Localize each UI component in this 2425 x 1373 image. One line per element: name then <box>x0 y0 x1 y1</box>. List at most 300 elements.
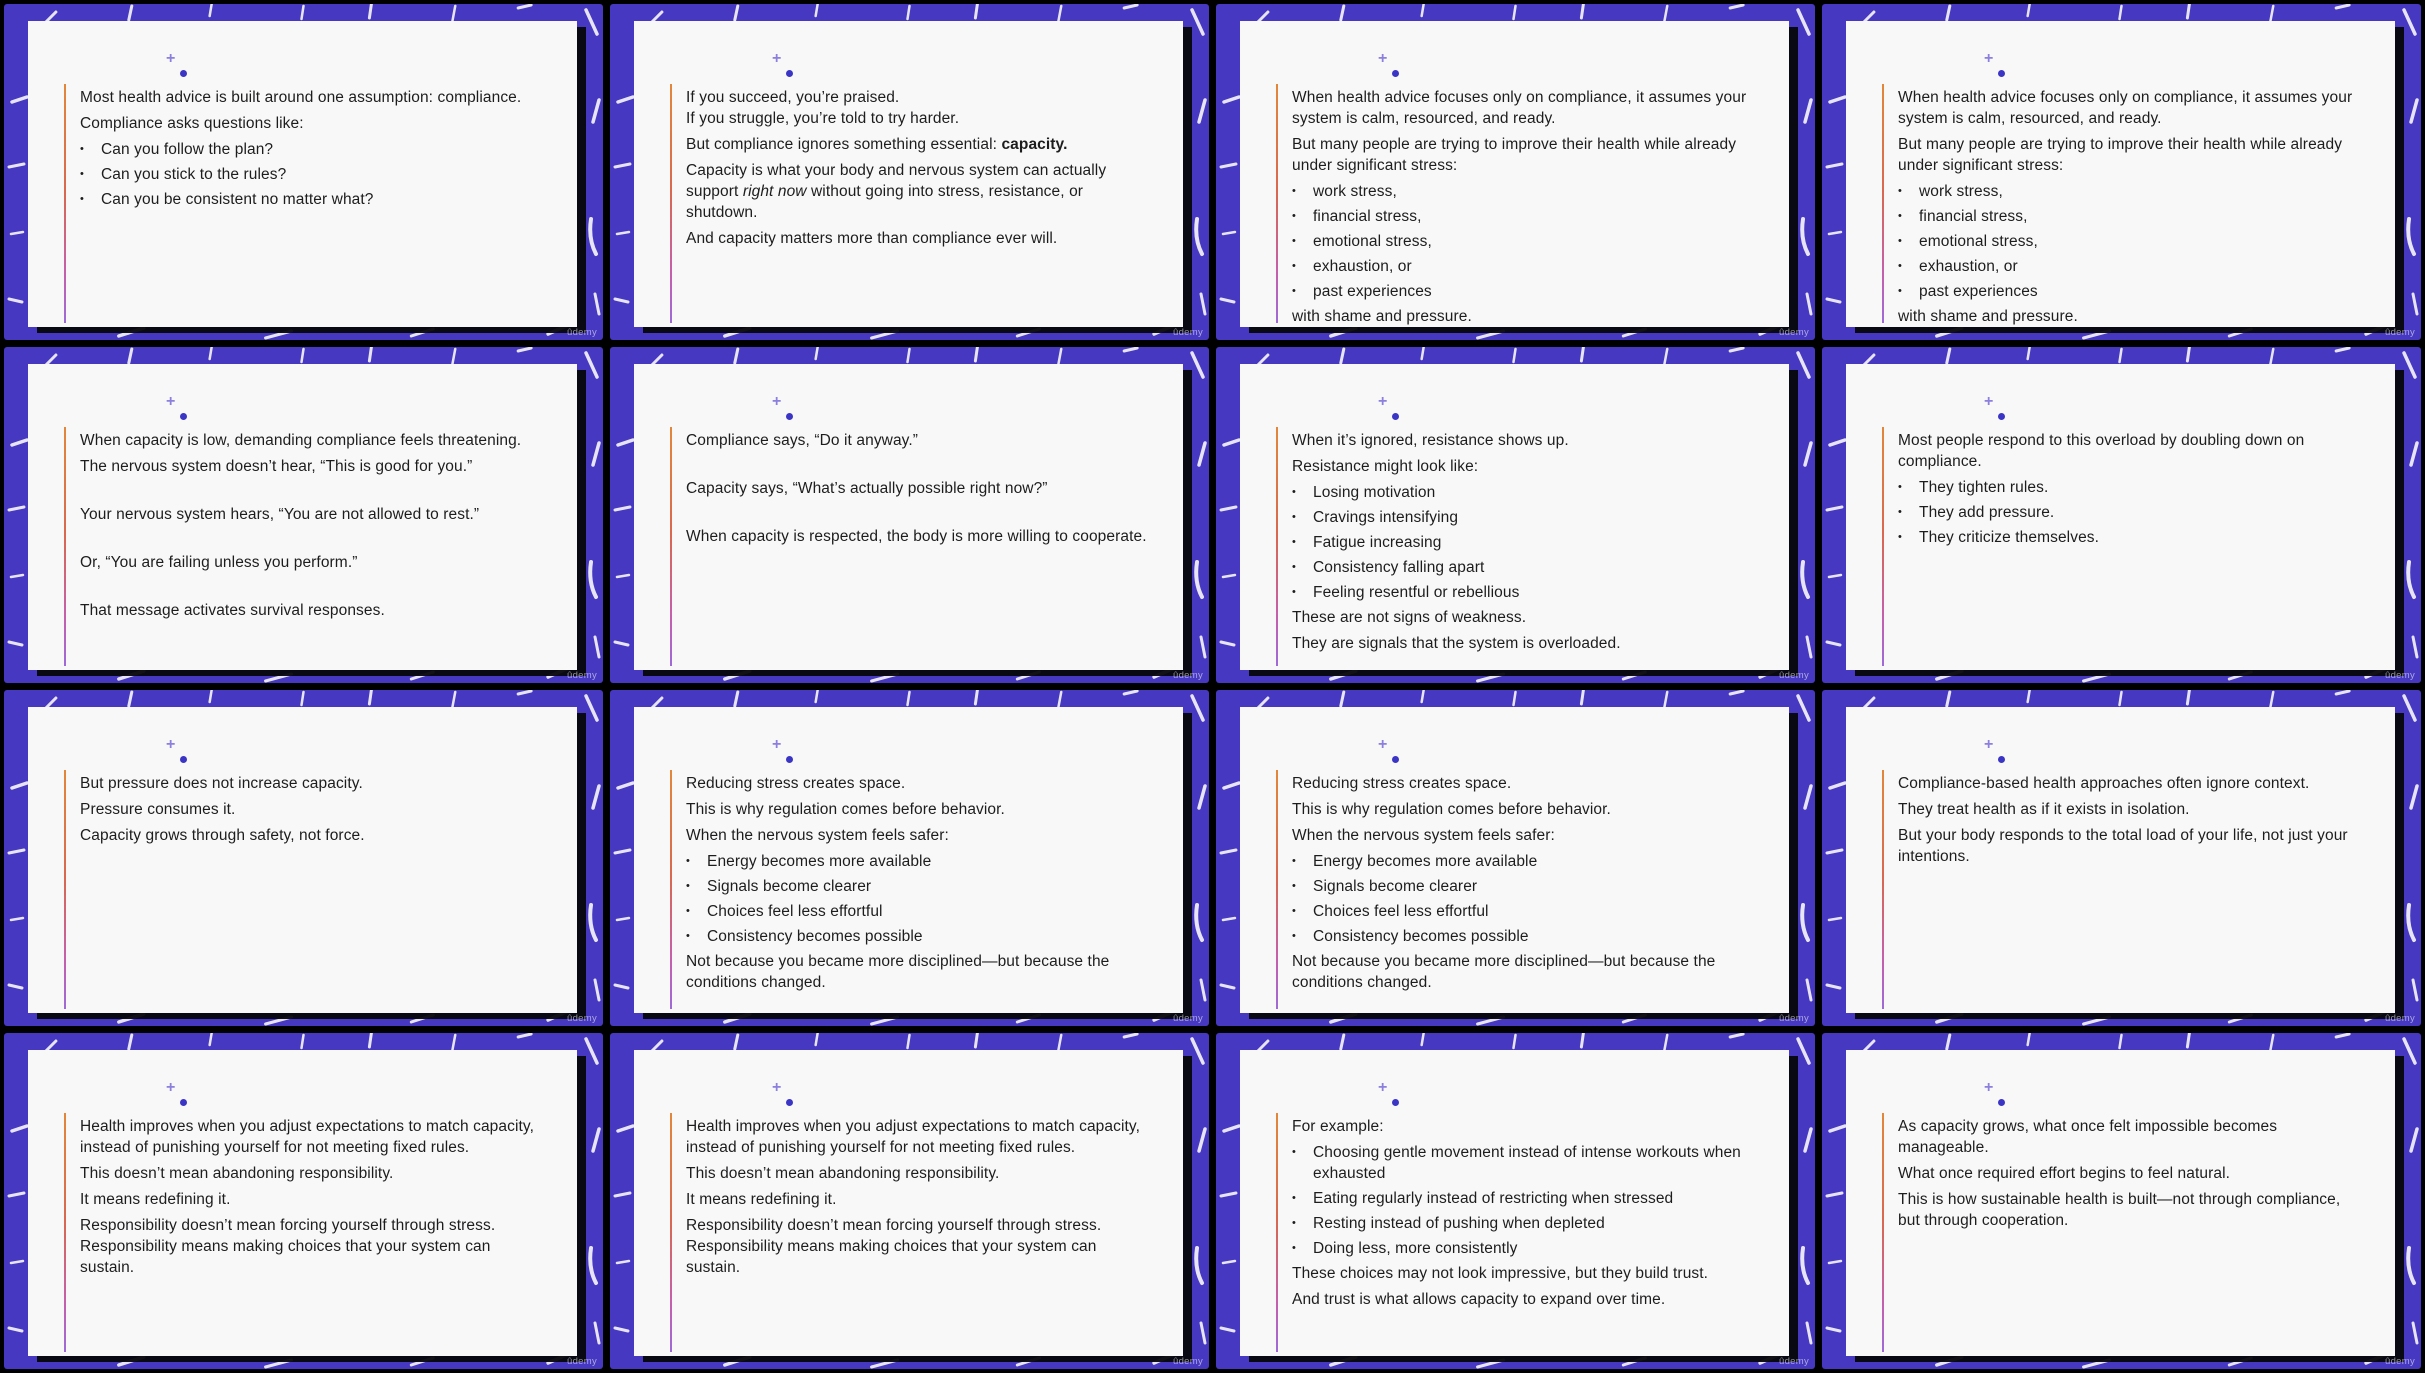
text-content <box>1919 256 2018 277</box>
accent-line <box>64 1113 66 1352</box>
bullet-item <box>80 189 547 210</box>
bullet-marker-icon: • <box>1292 1146 1296 1158</box>
bullet-item <box>686 926 1153 947</box>
text-segment: emotional stress, <box>1919 233 2038 250</box>
bullet-item <box>1898 477 2365 498</box>
text-segment: Capacity says, “What’s actually possible right now?” <box>686 480 1048 497</box>
text-segment: with shame and pressure. <box>1292 308 1472 325</box>
text-segment: This is why regulation comes before behavior. <box>1292 801 1611 818</box>
bullet-item <box>1292 1213 1759 1234</box>
paragraph <box>686 773 1153 794</box>
paragraph <box>686 951 1153 993</box>
accent-line <box>670 427 672 666</box>
udemy-watermark: ûdemy <box>1172 670 1203 681</box>
text-content <box>686 136 1068 153</box>
paragraph <box>80 430 547 451</box>
dot-icon <box>786 1099 793 1106</box>
bullet-marker-icon: • <box>80 168 84 180</box>
text-content <box>80 1165 393 1182</box>
bullet-marker-icon: • <box>1292 185 1296 197</box>
slide <box>4 690 603 1026</box>
slide-panel <box>634 1050 1183 1356</box>
plus-icon: + <box>1984 50 1994 67</box>
text-content <box>1292 635 1621 652</box>
text-segment: Choosing gentle movement instead of intense workouts when exhausted <box>1313 1144 1741 1182</box>
text-content <box>1313 1238 1517 1259</box>
slide-panel <box>634 364 1183 670</box>
text-segment: This is how sustainable health is built—not through compliance, but through cooperation. <box>1898 1191 2341 1229</box>
udemy-watermark: ûdemy <box>566 1013 597 1024</box>
paragraph <box>1898 773 2365 794</box>
paragraph <box>80 504 547 525</box>
text-segment: But many people are trying to improve their health while already under significant stress: <box>1898 136 2343 174</box>
slide-panel <box>28 1050 577 1356</box>
dot-icon <box>180 756 187 763</box>
text-content <box>686 1217 1101 1276</box>
bullet-marker-icon: • <box>1292 486 1296 498</box>
text-content <box>80 1191 231 1208</box>
text-content <box>80 602 385 619</box>
udemy-watermark: ûdemy <box>1172 1013 1203 1024</box>
paragraph <box>686 228 1153 249</box>
text-segment: It means redefining it. <box>80 1191 231 1208</box>
paragraph <box>1292 773 1759 794</box>
text-content <box>1919 281 2038 302</box>
plus-icon: + <box>1378 393 1388 410</box>
text-content <box>1292 136 1736 174</box>
accent-line <box>64 770 66 1009</box>
slide <box>1216 347 1815 683</box>
slide-panel <box>1846 707 2395 1013</box>
slide-panel <box>1240 21 1789 327</box>
text-content <box>1898 432 2304 470</box>
text-segment: Doing less, more consistently <box>1313 1240 1518 1257</box>
paragraph <box>80 87 547 108</box>
text-content <box>686 1165 999 1182</box>
bullet-marker-icon: • <box>1292 855 1296 867</box>
bullet-marker-icon: • <box>1292 210 1296 222</box>
text-content <box>1313 206 1422 227</box>
text-segment: Compliance-based health approaches often ignore context. <box>1898 775 2310 792</box>
slide <box>4 4 603 340</box>
text-content <box>1898 1118 2277 1156</box>
text-segment: Pressure consumes it. <box>80 801 236 818</box>
paragraph <box>1292 633 1759 654</box>
paragraph <box>80 600 547 621</box>
text-content <box>1292 1118 1384 1135</box>
slide-text <box>80 1116 547 1283</box>
text-segment: work stress, <box>1919 183 2003 200</box>
bullet-marker-icon: • <box>686 880 690 892</box>
slide-text <box>686 87 1153 254</box>
text-segment: Can you be consistent no matter what? <box>101 191 374 208</box>
text-content <box>1313 876 1477 897</box>
text-content <box>686 480 1048 497</box>
text-segment: financial stress, <box>1919 208 2028 225</box>
paragraph <box>1292 134 1759 176</box>
paragraph <box>1292 306 1759 327</box>
slide <box>610 1033 1209 1369</box>
slide-panel <box>28 21 577 327</box>
text-content <box>1313 507 1458 528</box>
text-content <box>1898 1191 2340 1229</box>
text-content <box>1919 527 2099 548</box>
text-segment: They treat health as if it exists in isolation. <box>1898 801 2190 818</box>
bullet-marker-icon: • <box>1898 235 1902 247</box>
bullet-marker-icon: • <box>80 193 84 205</box>
udemy-watermark: ûdemy <box>2384 327 2415 338</box>
bullet-marker-icon: • <box>686 905 690 917</box>
dot-icon <box>786 756 793 763</box>
udemy-watermark: ûdemy <box>566 1356 597 1367</box>
dot-icon <box>180 413 187 420</box>
text-segment: Eating regularly instead of restricting when stressed <box>1313 1190 1674 1207</box>
slide <box>1822 690 2421 1026</box>
text-segment: without going into stress, resistance, or shutdown. <box>686 183 1084 221</box>
slide <box>610 690 1209 1026</box>
text-content <box>80 554 358 571</box>
text-segment: They tighten rules. <box>1919 479 2049 496</box>
text-segment: Consistency falling apart <box>1313 559 1485 576</box>
bullet-marker-icon: • <box>1292 536 1296 548</box>
text-content <box>1898 775 2309 792</box>
slide <box>4 347 603 683</box>
slide-panel <box>634 707 1183 1013</box>
text-content <box>1313 1142 1759 1184</box>
slide <box>610 347 1209 683</box>
text-content <box>101 189 374 210</box>
text-content <box>1313 181 1397 202</box>
bullet-item <box>80 164 547 185</box>
text-segment: Compliance asks questions like: <box>80 115 304 132</box>
text-segment: When health advice focuses only on compliance, it assumes your system is calm, resourced, and ready. <box>1292 89 1747 127</box>
slide-text <box>1898 1116 2365 1236</box>
slide-panel <box>1846 364 2395 670</box>
bullet-item <box>1292 926 1759 947</box>
text-content <box>80 827 365 844</box>
text-content <box>1292 827 1555 844</box>
slide-panel <box>28 707 577 1013</box>
bullet-item <box>686 851 1153 872</box>
bullet-item <box>686 876 1153 897</box>
accent-line <box>64 84 66 323</box>
text-segment: Or, “You are failing unless you perform.” <box>80 554 358 571</box>
slide-text <box>1292 773 1759 998</box>
paragraph <box>686 526 1153 547</box>
text-content <box>686 827 949 844</box>
dot-icon <box>1998 756 2005 763</box>
bullet-item <box>1898 206 2365 227</box>
bullet-marker-icon: • <box>1292 1242 1296 1254</box>
udemy-watermark: ûdemy <box>1172 327 1203 338</box>
udemy-watermark: ûdemy <box>1172 1356 1203 1367</box>
text-content <box>80 801 235 818</box>
slide-panel <box>1846 1050 2395 1356</box>
plus-icon: + <box>772 1079 782 1096</box>
text-segment: These are not signs of weakness. <box>1292 609 1527 626</box>
text-content <box>1313 256 1412 277</box>
text-segment: Energy becomes more available <box>707 853 932 870</box>
paragraph <box>80 825 547 846</box>
text-segment: exhaustion, or <box>1313 258 1412 275</box>
slide-panel <box>1240 364 1789 670</box>
paragraph <box>1898 1116 2365 1158</box>
text-segment: Reducing stress creates space. <box>686 775 906 792</box>
text-content <box>1898 136 2342 174</box>
paragraph <box>1292 87 1759 129</box>
bullet-item <box>1292 582 1759 603</box>
accent-line <box>1882 427 1884 666</box>
text-segment: Health improves when you adjust expectations to match capacity, instead of punishing yourself for not meeting fixed rules. <box>80 1118 535 1156</box>
accent-line <box>1882 1113 1884 1352</box>
slide <box>1822 1033 2421 1369</box>
text-content <box>1313 281 1432 302</box>
paragraph <box>80 799 547 820</box>
text-content <box>1292 458 1478 475</box>
text-segment: But pressure does not increase capacity. <box>80 775 363 792</box>
paragraph <box>686 160 1153 223</box>
bullet-item <box>1292 482 1759 503</box>
slide-panel <box>1846 21 2395 327</box>
plus-icon: + <box>772 736 782 753</box>
bullet-item <box>1898 181 2365 202</box>
text-content <box>686 162 1106 221</box>
paragraph <box>686 134 1153 155</box>
dot-icon <box>1392 70 1399 77</box>
bullet-item <box>686 901 1153 922</box>
udemy-watermark: ûdemy <box>1778 1356 1809 1367</box>
plus-icon: + <box>1984 393 1994 410</box>
paragraph <box>80 552 547 573</box>
text-content <box>1313 582 1519 603</box>
slide-text <box>686 773 1153 998</box>
text-segment: When it’s ignored, resistance shows up. <box>1292 432 1569 449</box>
dot-icon <box>1998 70 2005 77</box>
bullet-item <box>80 139 547 160</box>
accent-line <box>670 770 672 1009</box>
dot-icon <box>786 413 793 420</box>
slide-text <box>1898 773 2365 872</box>
bullet-marker-icon: • <box>1898 531 1902 543</box>
paragraph <box>1292 607 1759 628</box>
bullet-item <box>1898 256 2365 277</box>
slide-panel <box>1240 1050 1789 1356</box>
text-content <box>80 115 304 132</box>
udemy-watermark: ûdemy <box>2384 1356 2415 1367</box>
slide-text <box>1292 87 1759 327</box>
text-segment: For example: <box>1292 1118 1384 1135</box>
udemy-watermark: ûdemy <box>1778 670 1809 681</box>
text-segment: Responsibility means making choices that your system can sustain. <box>686 1238 1097 1276</box>
paragraph-spacer <box>686 456 1153 478</box>
bullet-marker-icon: • <box>1898 260 1902 272</box>
text-content <box>1919 231 2038 252</box>
slide-panel <box>634 21 1183 327</box>
paragraph <box>1292 430 1759 451</box>
paragraph <box>686 1215 1153 1278</box>
text-segment: The nervous system doesn’t hear, “This is good for you.” <box>80 458 473 475</box>
text-content <box>1919 206 2028 227</box>
text-segment: exhaustion, or <box>1919 258 2018 275</box>
text-segment: Capacity is what your body and nervous system can actually support <box>686 162 1107 200</box>
text-content <box>1919 477 2048 498</box>
bullet-marker-icon: • <box>1292 1192 1296 1204</box>
dot-icon <box>1392 413 1399 420</box>
text-content <box>1292 432 1569 449</box>
paragraph <box>1292 1116 1759 1137</box>
text-segment: Choices feel less effortful <box>1313 903 1489 920</box>
slide <box>1216 690 1815 1026</box>
slide-text <box>80 773 547 851</box>
paragraph <box>80 1163 547 1184</box>
paragraph <box>1292 799 1759 820</box>
text-segment: Signals become clearer <box>707 878 872 895</box>
text-content <box>707 876 871 897</box>
bullet-item <box>1898 527 2365 548</box>
bullet-item <box>1292 1142 1759 1184</box>
text-content <box>686 1191 837 1208</box>
text-segment: But your body responds to the total load of your life, not just your intentions. <box>1898 827 2348 865</box>
paragraph <box>1898 799 2365 820</box>
text-segment: Health improves when you adjust expectations to match capacity, instead of punishing yourself for not meeting fixed rules. <box>686 1118 1141 1156</box>
paragraph <box>80 1189 547 1210</box>
paragraph <box>80 113 547 134</box>
text-segment: What once required effort begins to feel natural. <box>1898 1165 2231 1182</box>
text-segment: work stress, <box>1313 183 1397 200</box>
paragraph <box>1292 1289 1759 1310</box>
text-segment: They are signals that the system is overloaded. <box>1292 635 1621 652</box>
text-content <box>80 506 479 523</box>
text-segment: Feeling resentful or rebellious <box>1313 584 1520 601</box>
slide-text <box>686 430 1153 552</box>
text-segment: Responsibility doesn’t mean forcing yourself through stress. <box>80 1217 496 1234</box>
bullet-marker-icon: • <box>80 143 84 155</box>
text-segment: Compliance says, “Do it anyway.” <box>686 432 919 449</box>
dot-icon <box>1998 1099 2005 1106</box>
plus-icon: + <box>772 393 782 410</box>
text-content <box>80 775 363 792</box>
bullet-marker-icon: • <box>1292 586 1296 598</box>
text-content <box>1313 231 1432 252</box>
text-content <box>686 89 959 127</box>
plus-icon: + <box>1378 1079 1388 1096</box>
text-segment: They add pressure. <box>1919 504 2055 521</box>
text-segment: That message activates survival responses. <box>80 602 385 619</box>
plus-icon: + <box>1378 736 1388 753</box>
text-content <box>707 851 931 872</box>
udemy-watermark: ûdemy <box>2384 1013 2415 1024</box>
paragraph <box>1292 1263 1759 1284</box>
paragraph <box>686 1189 1153 1210</box>
text-segment: It means redefining it. <box>686 1191 837 1208</box>
bullet-marker-icon: • <box>1292 1217 1296 1229</box>
text-segment: past experiences <box>1313 283 1432 300</box>
slide-panel <box>28 364 577 670</box>
text-content <box>80 1118 534 1156</box>
text-segment: Fatigue increasing <box>1313 534 1442 551</box>
text-content <box>1313 482 1435 503</box>
text-content <box>686 801 1005 818</box>
slide-panel <box>1240 707 1789 1013</box>
text-content <box>1292 1291 1665 1308</box>
dot-icon <box>1392 1099 1399 1106</box>
text-segment: Not because you became more disciplined—but because the conditions changed. <box>1292 953 1716 991</box>
text-segment: with shame and pressure. <box>1898 308 2078 325</box>
text-content <box>1292 775 1511 792</box>
text-content <box>1292 89 1746 127</box>
bullet-item <box>1292 1238 1759 1259</box>
text-content <box>1292 1265 1708 1282</box>
text-segment: Responsibility means making choices that your system can sustain. <box>80 1238 491 1276</box>
text-segment: When the nervous system feels safer: <box>686 827 949 844</box>
bullet-item <box>1292 901 1759 922</box>
text-content <box>1919 502 2054 523</box>
text-segment: They criticize themselves. <box>1919 529 2100 546</box>
text-segment: Most health advice is built around one assumption: compliance. <box>80 89 522 106</box>
bullet-marker-icon: • <box>1292 235 1296 247</box>
paragraph-spacer <box>80 482 547 504</box>
text-segment: When capacity is low, demanding compliance feels threatening. <box>80 432 522 449</box>
text-segment: Most people respond to this overload by doubling down on compliance. <box>1898 432 2305 470</box>
text-content <box>1313 851 1537 872</box>
bullet-marker-icon: • <box>686 855 690 867</box>
text-content <box>101 164 286 185</box>
paragraph <box>1898 306 2365 327</box>
slide <box>1822 4 2421 340</box>
paragraph <box>686 87 1153 129</box>
udemy-watermark: ûdemy <box>1778 327 1809 338</box>
bullet-item <box>1898 231 2365 252</box>
paragraph <box>1292 951 1759 993</box>
text-segment: Resting instead of pushing when depleted <box>1313 1215 1605 1232</box>
text-segment: Signals become clearer <box>1313 878 1478 895</box>
bullet-marker-icon: • <box>1898 185 1902 197</box>
slide-text <box>80 87 547 214</box>
dot-icon <box>1998 413 2005 420</box>
accent-line <box>1882 84 1884 323</box>
bullet-marker-icon: • <box>1898 285 1902 297</box>
text-segment: past experiences <box>1919 283 2038 300</box>
text-segment: When health advice focuses only on compliance, it assumes your system is calm, resourced, and ready. <box>1898 89 2353 127</box>
plus-icon: + <box>1378 50 1388 67</box>
paragraph <box>80 456 547 477</box>
paragraph <box>686 825 1153 846</box>
text-content <box>686 432 918 449</box>
udemy-watermark: ûdemy <box>2384 670 2415 681</box>
plus-icon: + <box>772 50 782 67</box>
text-content <box>1898 89 2352 127</box>
paragraph <box>686 1163 1153 1184</box>
text-content <box>686 230 1057 247</box>
bullet-marker-icon: • <box>686 930 690 942</box>
text-content <box>1313 1188 1673 1209</box>
text-content <box>1919 181 2003 202</box>
text-content <box>1292 801 1611 818</box>
text-segment: As capacity grows, what once felt impossible becomes manageable. <box>1898 1118 2278 1156</box>
paragraph <box>686 478 1153 499</box>
text-content <box>1313 557 1484 578</box>
slide-text <box>1292 430 1759 659</box>
text-segment: This is why regulation comes before behavior. <box>686 801 1005 818</box>
plus-icon: + <box>166 736 176 753</box>
slide-text <box>1292 1116 1759 1315</box>
paragraph <box>686 799 1153 820</box>
accent-line <box>1882 770 1884 1009</box>
text-segment: If you succeed, you’re praised. <box>686 89 900 106</box>
paragraph-spacer <box>80 530 547 552</box>
text-segment: Capacity grows through safety, not force. <box>80 827 365 844</box>
bullet-marker-icon: • <box>1292 511 1296 523</box>
